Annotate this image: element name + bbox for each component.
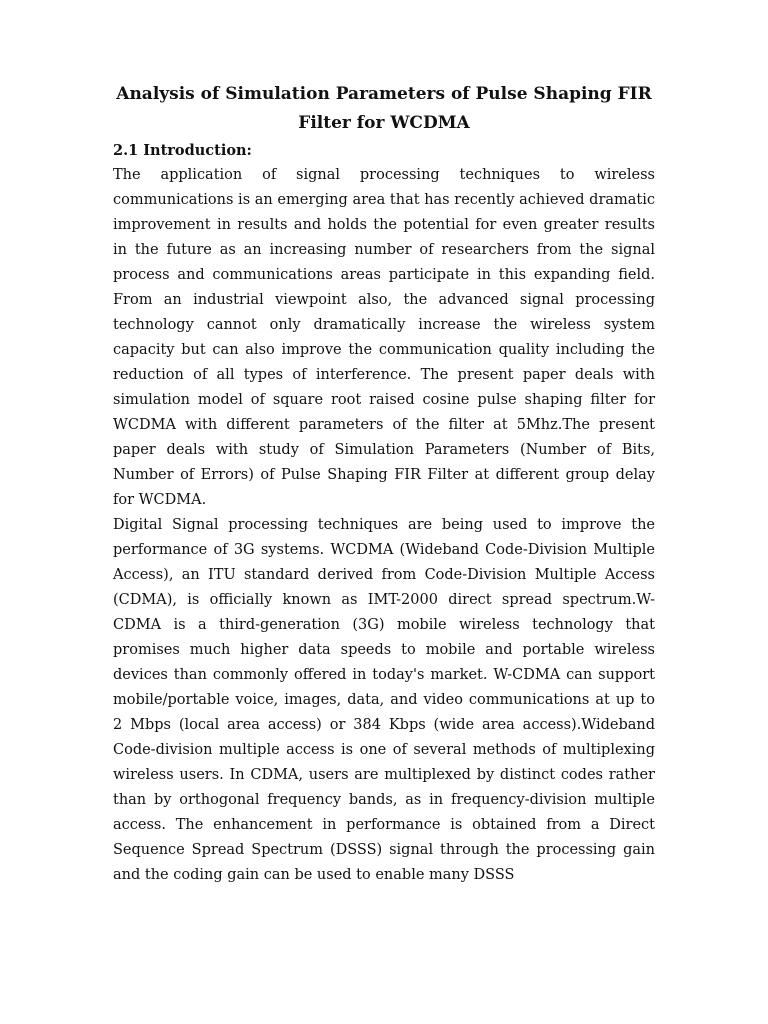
document-page <box>113 80 655 888</box>
section-heading: 2.1 Introduction: <box>113 142 252 159</box>
paragraph: The application of signal processing techniques to wireless communications is an emerging area that has recently achieved dramatic improvement in results and holds the potential for even greater results in the future as an increasing number of researchers from the signal process and communications areas participate in this expanding field. From an industrial viewpoint also, the advanced signal processing technology cannot only dramatically increase the wireless system capacity but can also improve the communication quality including the reduction of all types of interference. The present paper deals with simulation model of square root raised cosine pulse shaping filter for WCDMA with different parameters of the filter at 5Mhz.The present paper deals with study of Simulation Parameters (Number of Bits, Number of Errors) of Pulse Shaping FIR Filter at different group delay for WCDMA. <box>113 167 655 508</box>
document-title: Analysis of Simulation Parameters of Pulse Shaping FIR Filter for WCDMA <box>116 84 652 133</box>
paragraph: Digital Signal processing techniques are being used to improve the performance of 3G systems. WCDMA (Wideband Code-Division Multiple Access), an ITU standard derived from Code-Division Multiple Access (CDMA), is officially known as IMT-2000 direct spread spectrum.W-CDMA is a third-generation (3G) mobile wireless technology that promises much higher data speeds to mobile and portable wireless devices than commonly offered in today's market. W-CDMA can support mobile/portable voice, images, data, and video communications at up to 2 Mbps (local area access) or 384 Kbps (wide area access).Wideband Code-division multiple access is one of several methods of multiplexing wireless users. In CDMA, users are multiplexed by distinct codes rather than by orthogonal frequency bands, as in frequency-division multiple access. The enhancement in performance is obtained from a Direct Sequence Spread Spectrum (DSSS) signal through the processing gain and the coding gain can be used to enable many DSSS <box>113 517 655 883</box>
